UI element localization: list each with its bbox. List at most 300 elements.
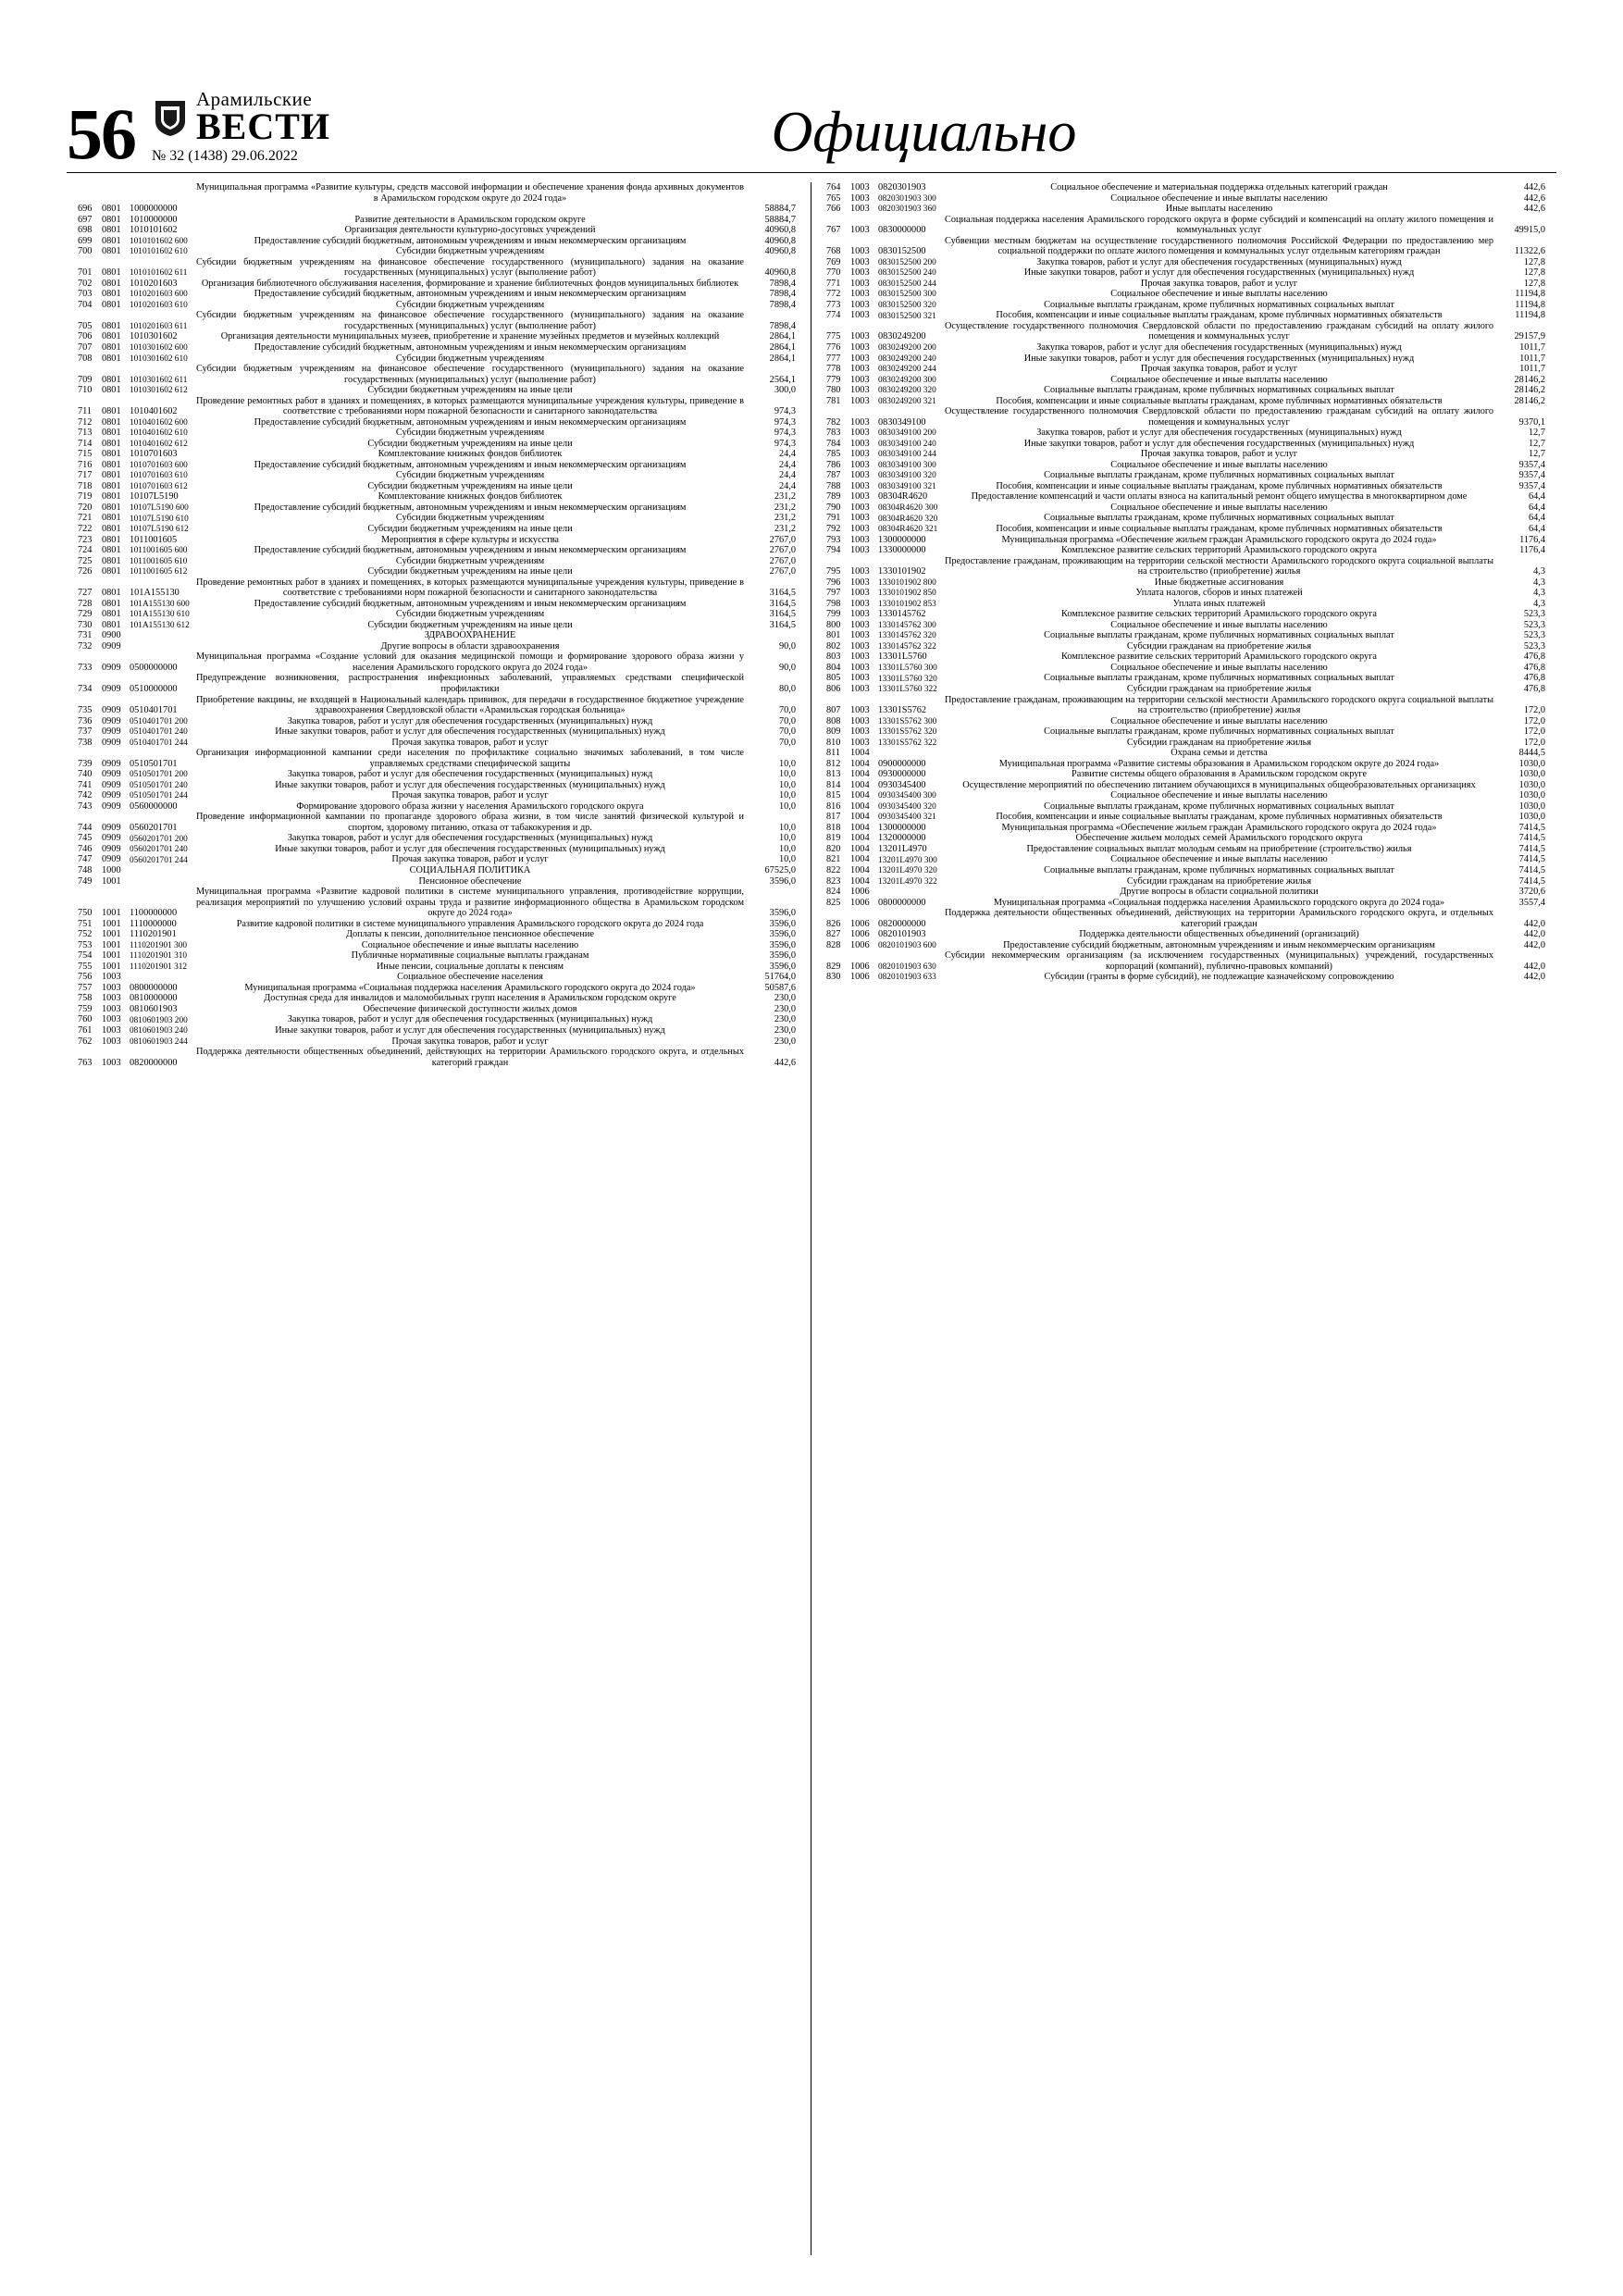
row-title: Социальные выплаты гражданам, кроме публичных нормативных социальных выплат bbox=[1044, 299, 1394, 310]
row-title: Прочая закупка товаров, работ и услуг bbox=[391, 854, 549, 865]
row-section-code: 0801 bbox=[102, 438, 121, 449]
row-amount: 10,0 bbox=[778, 769, 796, 780]
row-number: 711 bbox=[78, 406, 93, 417]
row-title: Иные бюджетные ассигнования bbox=[1154, 577, 1284, 588]
row-amount: 12,7 bbox=[1528, 428, 1545, 439]
row-title: Поддержка деятельности общественных объединений, действующих на территории Арамильского городского округа, и отдельных категорий граждан bbox=[196, 1047, 744, 1068]
row-section-code: 1003 bbox=[850, 619, 870, 630]
row-target-code: 1010701603 610 bbox=[130, 471, 188, 481]
row-amount: 231,2 bbox=[774, 502, 796, 513]
row-section-code: 1003 bbox=[850, 278, 870, 289]
row-amount: 28146,2 bbox=[1514, 374, 1545, 385]
table-row bbox=[76, 225, 798, 236]
row-number: 728 bbox=[78, 598, 93, 609]
row-target-code: 1010301602 610 bbox=[130, 354, 188, 364]
row-amount: 231,2 bbox=[774, 524, 796, 534]
table-row bbox=[824, 460, 1547, 471]
row-number: 829 bbox=[826, 961, 841, 972]
row-number: 713 bbox=[78, 428, 93, 439]
row-section-code: 0801 bbox=[102, 449, 121, 460]
row-target-code: 0810601903 200 bbox=[130, 1015, 188, 1025]
row-section-code: 1003 bbox=[850, 204, 870, 215]
row-number: 724 bbox=[78, 545, 93, 556]
row-amount: 127,8 bbox=[1523, 267, 1545, 279]
row-title: Социальное обеспечение и иные выплаты населению bbox=[1110, 459, 1328, 470]
table-row bbox=[76, 503, 798, 514]
row-section-code: 1006 bbox=[850, 961, 870, 972]
row-title: Закупка товаров, работ и услуг для обеспечения государственных (муниципальных) нужд bbox=[287, 833, 653, 844]
table-row bbox=[76, 182, 798, 204]
row-target-code: 0900000000 bbox=[878, 758, 926, 769]
table-row bbox=[76, 940, 798, 951]
table-row bbox=[824, 321, 1547, 342]
row-section-code: 0909 bbox=[102, 790, 121, 801]
row-section-code: 1003 bbox=[850, 598, 870, 609]
row-title: Субсидии бюджетным учреждениям на иные цели bbox=[367, 619, 573, 630]
row-target-code: 0820101903 600 bbox=[878, 940, 936, 950]
row-amount: 1011,7 bbox=[1519, 341, 1545, 353]
table-row bbox=[76, 439, 798, 450]
row-target-code: 0930345400 300 bbox=[878, 791, 936, 801]
row-amount: 67525,0 bbox=[764, 865, 796, 875]
row-number: 816 bbox=[826, 800, 841, 812]
row-target-code: 1010401602 610 bbox=[130, 428, 188, 439]
table-row bbox=[76, 524, 798, 535]
table-row bbox=[76, 545, 798, 556]
row-title: Социальное обеспечение и иные выплаты населению bbox=[1110, 715, 1328, 726]
row-target-code: 101А155130 612 bbox=[130, 620, 190, 630]
row-target-code: 0810601903 240 bbox=[130, 1026, 188, 1036]
row-amount: 28146,2 bbox=[1514, 385, 1545, 396]
row-title: Предоставление субсидий бюджетным, автономным учреждениям и иным некоммерческим организациям bbox=[254, 502, 687, 513]
row-amount: 40960,8 bbox=[764, 235, 796, 246]
table-row bbox=[824, 439, 1547, 450]
row-amount: 3596,0 bbox=[769, 875, 796, 887]
table-row bbox=[824, 406, 1547, 428]
row-amount: 58884,7 bbox=[764, 204, 796, 215]
row-target-code: 0930345400 321 bbox=[878, 813, 936, 823]
table-row bbox=[76, 673, 798, 694]
row-amount: 230,0 bbox=[774, 1003, 796, 1014]
table-row bbox=[76, 470, 798, 481]
row-target-code: 0810601903 244 bbox=[130, 1036, 188, 1047]
row-number: 712 bbox=[78, 416, 93, 428]
row-number: 720 bbox=[78, 502, 93, 513]
row-target-code: 1010701603 612 bbox=[130, 482, 188, 491]
row-number: 823 bbox=[826, 875, 841, 887]
row-title: Субсидии бюджетным учреждениям на иные цели bbox=[367, 524, 573, 534]
table-row bbox=[76, 887, 798, 919]
row-section-code: 1003 bbox=[850, 683, 870, 694]
row-number: 702 bbox=[78, 278, 93, 289]
table-row bbox=[76, 556, 798, 567]
row-target-code: 0810601903 bbox=[130, 1003, 178, 1014]
table-row bbox=[76, 396, 798, 417]
row-section-code: 0801 bbox=[102, 459, 121, 470]
row-section-code: 0801 bbox=[102, 598, 121, 609]
table-row bbox=[76, 962, 798, 973]
row-section-code: 1003 bbox=[850, 416, 870, 428]
row-number: 803 bbox=[826, 652, 841, 663]
row-number: 754 bbox=[78, 950, 93, 962]
row-target-code: 0830249200 bbox=[878, 331, 926, 342]
row-title: Предоставление субсидий бюджетным, автономным учреждениям и иным некоммерческим организациям bbox=[254, 545, 687, 556]
row-number: 824 bbox=[826, 887, 841, 898]
row-number: 778 bbox=[826, 364, 841, 375]
row-title: СОЦИАЛЬНАЯ ПОЛИТИКА bbox=[409, 865, 531, 875]
row-title: Организация библиотечного обслуживания населения, формирование и хранение библиотечных фондов муниципальных библиотек bbox=[201, 278, 739, 289]
row-target-code: 1300000000 bbox=[878, 534, 926, 545]
table-row bbox=[76, 481, 798, 492]
row-number: 805 bbox=[826, 673, 841, 684]
table-row bbox=[824, 385, 1547, 396]
row-section-code: 0909 bbox=[102, 800, 121, 812]
logo-name-line1: Арамильские bbox=[196, 88, 313, 110]
row-target-code: 13301L5760 bbox=[878, 652, 927, 663]
table-row bbox=[824, 577, 1547, 589]
row-target-code: 0810000000 bbox=[130, 993, 178, 1004]
row-title: Субсидии (гранты в форме субсидий), не подлежащие казначейскому сопровождению bbox=[1044, 972, 1394, 983]
row-section-code: 1003 bbox=[850, 737, 870, 748]
row-section-code: 0801 bbox=[102, 428, 121, 439]
row-title: Иные пенсии, социальные доплаты к пенсиям bbox=[377, 961, 564, 972]
row-number: 801 bbox=[826, 630, 841, 641]
table-row bbox=[824, 887, 1547, 898]
row-number: 804 bbox=[826, 662, 841, 673]
row-title: Формирование здорового образа жизни у населения Арамильского городского округа bbox=[296, 800, 644, 812]
row-amount: 4,3 bbox=[1533, 588, 1545, 599]
row-title: Социальные выплаты гражданам, кроме публичных нормативных социальных выплат bbox=[1044, 470, 1394, 481]
table-row bbox=[824, 609, 1547, 620]
row-section-code: 0801 bbox=[102, 555, 121, 566]
row-amount: 442,6 bbox=[774, 1057, 796, 1068]
row-section-code: 0801 bbox=[102, 299, 121, 310]
table-row bbox=[76, 279, 798, 290]
row-target-code: 1010701603 600 bbox=[130, 460, 188, 470]
row-amount: 40960,8 bbox=[764, 225, 796, 236]
row-amount: 10,0 bbox=[778, 843, 796, 854]
row-amount: 2767,0 bbox=[769, 566, 796, 577]
row-target-code bbox=[128, 972, 194, 983]
row-amount: 9370,1 bbox=[1518, 416, 1545, 428]
row-title: Муниципальная программа «Развитие культуры, средств массовой информации и обеспечение хранения фонда архивных документов в Арамильском городском округе до 2024 года» bbox=[196, 182, 744, 204]
row-title: Развитие деятельности в Арамильском городском округе bbox=[354, 214, 586, 225]
row-title: Закупка товаров, работ и услуг для обеспечения государственных (муниципальных) нужд bbox=[1036, 341, 1402, 353]
table-row bbox=[824, 695, 1547, 716]
row-amount: 7898,4 bbox=[769, 320, 796, 331]
row-number: 707 bbox=[78, 341, 93, 353]
row-number: 791 bbox=[826, 513, 841, 524]
row-section-code: 1003 bbox=[850, 524, 870, 534]
table-row bbox=[824, 279, 1547, 290]
row-target-code: 1330145762 300 bbox=[878, 620, 936, 630]
row-amount: 24,4 bbox=[778, 470, 796, 481]
row-title: Прочая закупка товаров, работ и услуг bbox=[1140, 364, 1298, 375]
row-amount: 2767,0 bbox=[769, 555, 796, 566]
row-number: 772 bbox=[826, 289, 841, 300]
table-row bbox=[824, 748, 1547, 759]
row-title: Субсидии бюджетным учреждениям на финансовое обеспечение государственного (муниципального) задания на оказание государственных (муниципальных) услуг (выполнение работ) bbox=[196, 256, 744, 279]
row-number: 826 bbox=[826, 918, 841, 929]
row-amount: 523,3 bbox=[1523, 630, 1545, 641]
row-amount: 231,2 bbox=[774, 491, 796, 503]
row-number: 787 bbox=[826, 470, 841, 481]
row-number: 703 bbox=[78, 289, 93, 300]
row-target-code bbox=[876, 748, 943, 759]
row-amount: 3164,5 bbox=[769, 619, 796, 630]
page-number: 56 bbox=[67, 93, 135, 174]
row-section-code: 1003 bbox=[102, 1024, 121, 1036]
row-title: Муниципальная программа «Социальная поддержка населения Арамильского городского округа до 2024 года» bbox=[993, 897, 1445, 908]
table-row bbox=[824, 267, 1547, 279]
newspaper-logo bbox=[152, 90, 330, 167]
row-title: Поддержка деятельности общественных объединений, действующих на территории Арамильского городского округа, и отдельных категорий граждан bbox=[945, 908, 1493, 929]
row-number: 745 bbox=[78, 833, 93, 844]
row-number: 742 bbox=[78, 790, 93, 801]
row-amount: 51764,0 bbox=[764, 972, 796, 983]
row-amount: 11194,8 bbox=[1515, 310, 1545, 321]
row-number: 822 bbox=[826, 865, 841, 875]
row-amount: 90,0 bbox=[778, 640, 796, 652]
row-amount: 10,0 bbox=[778, 822, 796, 833]
row-title: Иные закупки товаров, работ и услуг для обеспечения государственных (муниципальных) нужд bbox=[275, 726, 665, 738]
row-number: 718 bbox=[78, 480, 93, 491]
row-target-code: 13201L4970 300 bbox=[878, 855, 937, 865]
row-section-code: 1003 bbox=[102, 972, 121, 983]
row-target-code: 0510401701 bbox=[130, 705, 178, 716]
row-section-code: 1003 bbox=[850, 310, 870, 321]
row-title: Осуществление мероприятий по обеспечению питанием обучающихся в муниципальных общеобразовательных организациях bbox=[962, 779, 1476, 790]
row-title: Доступная среда для инвалидов и маломобильных групп населения в Арамильском городском округе bbox=[264, 993, 676, 1004]
row-section-code: 0801 bbox=[102, 502, 121, 513]
row-amount: 90,0 bbox=[778, 662, 796, 673]
row-section-code: 1003 bbox=[850, 289, 870, 300]
row-number: 810 bbox=[826, 737, 841, 748]
row-target-code bbox=[128, 876, 194, 887]
table-row bbox=[76, 331, 798, 342]
row-section-code: 1006 bbox=[850, 887, 870, 898]
table-row bbox=[76, 577, 798, 599]
row-number: 795 bbox=[826, 566, 841, 577]
row-target-code: 1010101602 600 bbox=[130, 236, 188, 246]
row-amount: 24,4 bbox=[778, 449, 796, 460]
row-number: 759 bbox=[78, 1003, 93, 1014]
row-target-code: 0830152500 240 bbox=[878, 268, 936, 279]
row-number: 762 bbox=[78, 1036, 93, 1047]
row-amount: 4,3 bbox=[1533, 598, 1545, 609]
row-target-code: 13301S5762 300 bbox=[878, 716, 937, 726]
row-number: 716 bbox=[78, 459, 93, 470]
row-section-code: 0801 bbox=[102, 480, 121, 491]
row-number: 818 bbox=[826, 822, 841, 833]
row-title: Приобретение вакцины, не входящей в Национальный календарь прививок, для передачи в государственное бюджетное учреждение здравоохранения Свердловской области «Арамильская городская больница» bbox=[196, 694, 744, 716]
row-title: Публичные нормативные социальные выплаты гражданам bbox=[351, 950, 589, 962]
table-row bbox=[76, 620, 798, 631]
table-row bbox=[76, 812, 798, 833]
row-section-code: 1003 bbox=[850, 395, 870, 406]
table-row bbox=[824, 182, 1547, 193]
row-target-code: 0820301903 360 bbox=[878, 205, 936, 215]
row-target-code: 0830349100 321 bbox=[878, 482, 936, 491]
row-title: Охрана семьи и детства bbox=[1171, 748, 1268, 759]
row-amount: 523,3 bbox=[1523, 640, 1545, 652]
table-row bbox=[76, 630, 798, 641]
row-section-code: 1003 bbox=[850, 353, 870, 364]
row-title: Пособия, компенсации и иные социальные выплаты гражданам, кроме публичных нормативных обязательств bbox=[996, 524, 1443, 534]
row-section-code: 1003 bbox=[850, 480, 870, 491]
row-amount: 2564,1 bbox=[769, 374, 796, 385]
row-amount: 7898,4 bbox=[769, 299, 796, 310]
row-section-code: 1004 bbox=[850, 854, 870, 865]
row-section-code: 0909 bbox=[102, 779, 121, 790]
table-row bbox=[76, 310, 798, 331]
row-title: Комплексное развитие сельских территорий Арамильского городского округа bbox=[1061, 652, 1377, 663]
table-row bbox=[824, 972, 1547, 983]
row-target-code: 1110201901 312 bbox=[130, 962, 188, 972]
table-row bbox=[824, 790, 1547, 801]
row-target-code: 1330145762 320 bbox=[878, 631, 936, 641]
table-row bbox=[76, 769, 798, 780]
row-title: Социальное обеспечение и материальная поддержка отдельных категорий граждан bbox=[1050, 182, 1388, 192]
row-title: Предоставление субсидий бюджетным, автономным учреждениям и иным некоммерческим организациям bbox=[254, 459, 687, 470]
row-section-code: 0801 bbox=[102, 341, 121, 353]
table-row bbox=[76, 726, 798, 738]
table-row bbox=[76, 491, 798, 503]
row-number: 770 bbox=[826, 267, 841, 279]
row-section-code: 1003 bbox=[850, 449, 870, 460]
row-number: 757 bbox=[78, 982, 93, 993]
table-row bbox=[76, 364, 798, 385]
table-row bbox=[824, 801, 1547, 813]
row-section-code: 0801 bbox=[102, 534, 121, 545]
row-section-code: 1001 bbox=[102, 929, 121, 940]
table-row bbox=[824, 215, 1547, 236]
row-section-code: 0909 bbox=[102, 769, 121, 780]
table-row bbox=[824, 204, 1547, 215]
row-number: 768 bbox=[826, 246, 841, 257]
row-target-code: 1330101902 800 bbox=[878, 577, 936, 588]
row-title: Иные закупки товаров, работ и услуг для обеспечения государственных (муниципальных) нужд bbox=[1023, 438, 1415, 449]
table-row bbox=[76, 641, 798, 652]
row-title: Субсидии бюджетным учреждениям на иные цели bbox=[367, 438, 573, 449]
table-row bbox=[824, 599, 1547, 610]
row-target-code: 1010301602 600 bbox=[130, 343, 188, 354]
row-target-code: 13301S5762 bbox=[878, 705, 927, 716]
row-number: 808 bbox=[826, 715, 841, 726]
row-section-code: 1003 bbox=[850, 267, 870, 279]
row-target-code: 0560201701 240 bbox=[130, 845, 188, 855]
row-amount: 230,0 bbox=[774, 1036, 796, 1047]
row-number: 709 bbox=[78, 374, 93, 385]
row-amount: 7898,4 bbox=[769, 289, 796, 300]
row-target-code: 0820000000 bbox=[130, 1057, 178, 1068]
row-target-code: 0800000000 bbox=[130, 982, 178, 993]
row-amount: 974,3 bbox=[774, 406, 796, 417]
row-section-code: 0801 bbox=[102, 513, 121, 524]
row-title: Социальные выплаты гражданам, кроме публичных нормативных социальных выплат bbox=[1044, 865, 1394, 875]
row-target-code: 10107L5190 610 bbox=[130, 514, 189, 524]
row-title: Социальное обеспечение и иные выплаты населению bbox=[1110, 854, 1328, 865]
row-number: 807 bbox=[826, 705, 841, 716]
row-target-code bbox=[876, 887, 943, 898]
row-number: 727 bbox=[78, 588, 93, 599]
coat-of-arms-icon bbox=[152, 97, 189, 138]
row-title: Социальные выплаты гражданам, кроме публичных нормативных социальных выплат bbox=[1044, 630, 1394, 641]
row-target-code: 0930345400 bbox=[878, 779, 926, 790]
row-number: 809 bbox=[826, 726, 841, 738]
row-number: 828 bbox=[826, 939, 841, 950]
row-amount: 1030,0 bbox=[1518, 812, 1545, 823]
row-amount: 10,0 bbox=[778, 790, 796, 801]
row-title: Муниципальная программа «Обеспечение жильем граждан Арамильского городского округа до 2024 года» bbox=[1001, 534, 1437, 545]
row-number: 717 bbox=[78, 470, 93, 481]
row-title: Прочая закупка товаров, работ и услуг bbox=[1140, 278, 1298, 289]
row-amount: 476,8 bbox=[1523, 662, 1545, 673]
table-row bbox=[824, 257, 1547, 268]
table-row bbox=[76, 300, 798, 311]
table-row bbox=[824, 289, 1547, 300]
row-title: Комплектование книжных фондов библиотек bbox=[378, 491, 563, 503]
row-title: Развитие системы общего образования в Арамильском городском округе bbox=[1071, 769, 1368, 780]
row-target-code: 0830152500 244 bbox=[878, 279, 936, 289]
row-amount: 70,0 bbox=[778, 737, 796, 748]
row-target-code: 1330000000 bbox=[878, 545, 926, 556]
row-target-code: 0830249200 244 bbox=[878, 365, 936, 375]
row-section-code: 1004 bbox=[850, 779, 870, 790]
table-row bbox=[76, 236, 798, 247]
row-amount: 4,3 bbox=[1533, 566, 1545, 577]
table-row bbox=[824, 364, 1547, 375]
row-target-code: 13201L4970 bbox=[878, 843, 927, 854]
row-title: Организация деятельности культурно-досуговых учреждений bbox=[344, 225, 596, 236]
row-amount: 230,0 bbox=[774, 1014, 796, 1025]
table-row bbox=[76, 833, 798, 844]
table-row bbox=[76, 417, 798, 428]
row-section-code: 1004 bbox=[850, 833, 870, 844]
row-number: 789 bbox=[826, 491, 841, 503]
row-number: 730 bbox=[78, 619, 93, 630]
row-target-code: 1010401602 bbox=[130, 406, 178, 417]
row-title: Другие вопросы в области социальной политики bbox=[1120, 887, 1319, 898]
row-number: 744 bbox=[78, 822, 93, 833]
row-amount: 230,0 bbox=[774, 1024, 796, 1036]
row-title: Прочая закупка товаров, работ и услуг bbox=[391, 790, 549, 801]
row-target-code: 1330145762 322 bbox=[878, 641, 936, 652]
row-amount: 172,0 bbox=[1523, 737, 1545, 748]
row-target-code: 1110201901 bbox=[130, 929, 177, 940]
row-number: 697 bbox=[78, 214, 93, 225]
row-section-code: 0909 bbox=[102, 758, 121, 769]
table-row bbox=[76, 342, 798, 354]
row-amount: 127,8 bbox=[1523, 278, 1545, 289]
row-number: 749 bbox=[78, 875, 93, 887]
row-section-code: 0801 bbox=[102, 416, 121, 428]
row-number: 785 bbox=[826, 449, 841, 460]
row-amount: 172,0 bbox=[1523, 715, 1545, 726]
table-row bbox=[824, 769, 1547, 780]
table-row bbox=[824, 630, 1547, 641]
row-target-code: 13301S5762 322 bbox=[878, 738, 937, 748]
row-amount: 974,3 bbox=[774, 438, 796, 449]
row-number: 782 bbox=[826, 416, 841, 428]
row-section-code: 1003 bbox=[850, 341, 870, 353]
row-title: Иные закупки товаров, работ и услуг для обеспечения государственных (муниципальных) нужд bbox=[275, 843, 665, 854]
row-amount: 10,0 bbox=[778, 779, 796, 790]
row-amount: 2767,0 bbox=[769, 545, 796, 556]
row-target-code: 1010301602 612 bbox=[130, 386, 188, 396]
row-title: Предоставление субсидий бюджетным, автономным учреждениям и иным некоммерческим организациям bbox=[254, 235, 687, 246]
row-section-code: 0801 bbox=[102, 406, 121, 417]
